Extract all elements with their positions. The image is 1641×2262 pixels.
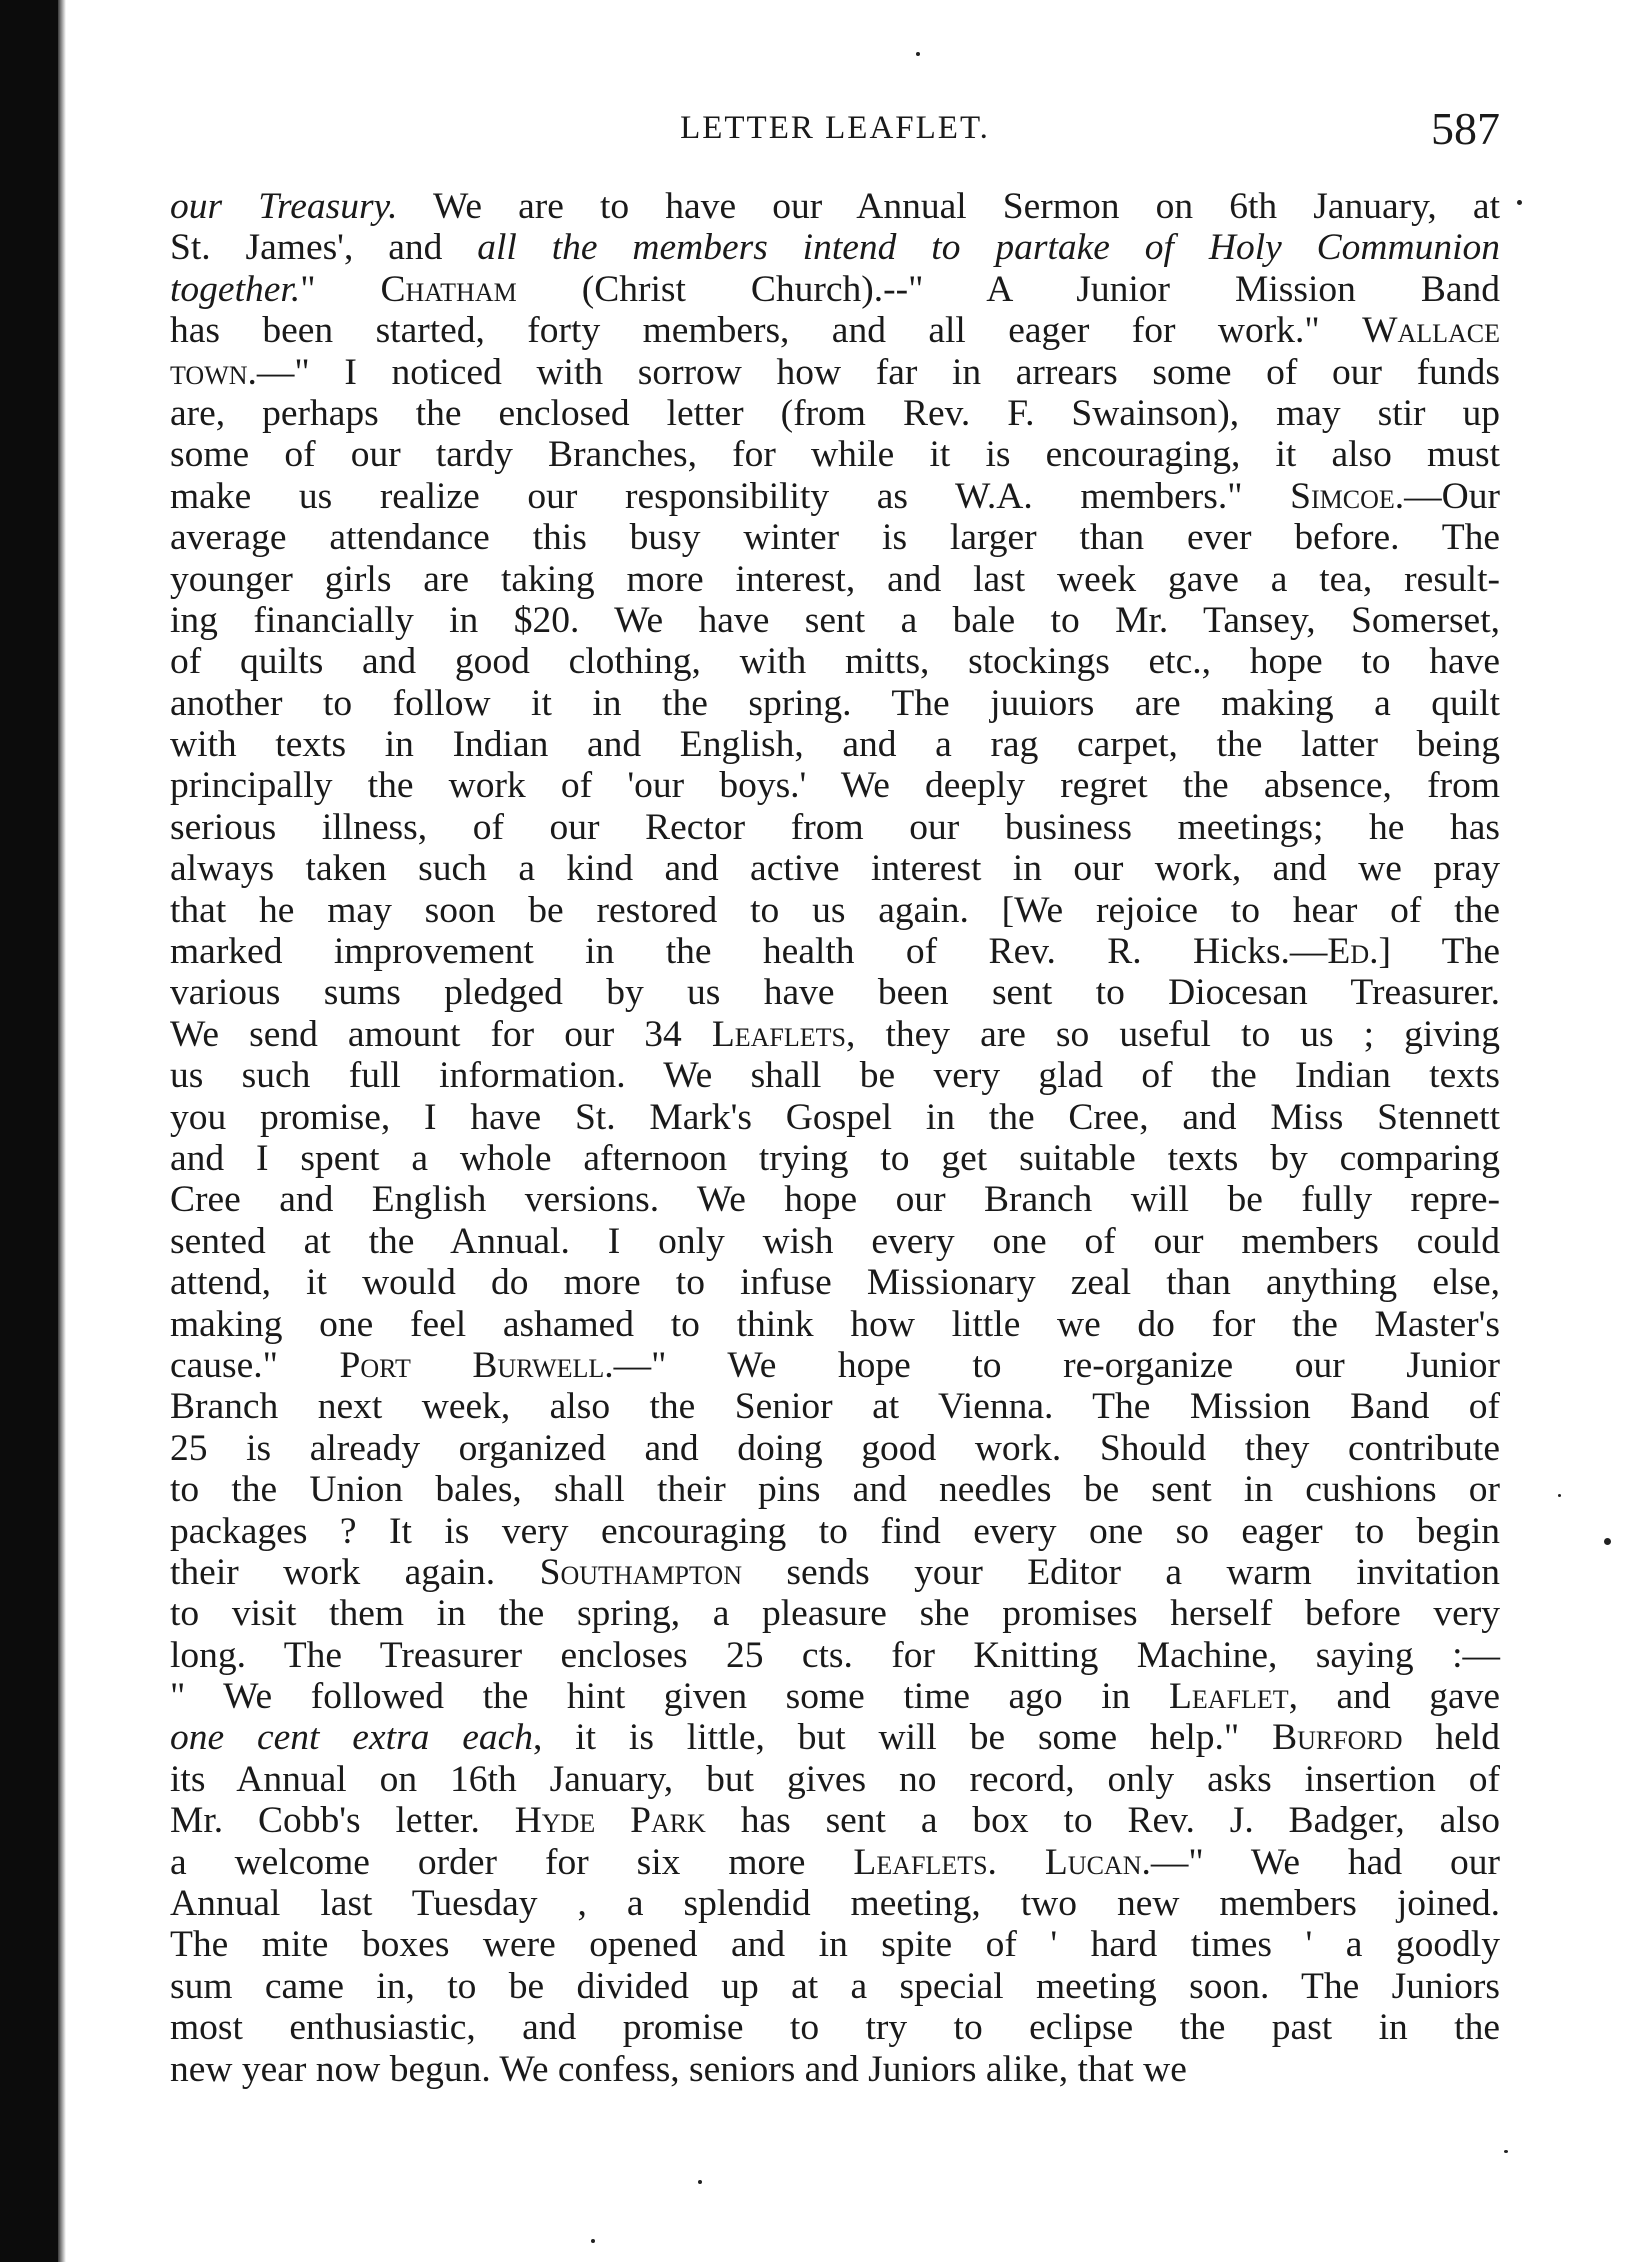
text-line xyxy=(170,1511,1500,1552)
print-speck xyxy=(916,52,920,56)
text-run: and I spent a whole afternoon trying to get suitable texts by comparing xyxy=(170,1137,1500,1179)
print-speck xyxy=(1604,1538,1611,1545)
text-run: its Annual on 16th January, but gives no record, only asks insertion of xyxy=(170,1758,1500,1800)
text-run: Mr. Cobb's letter. xyxy=(170,1800,515,1842)
text-line xyxy=(170,1304,1500,1345)
text-line xyxy=(170,765,1500,806)
text-run: average attendance this busy winter is larger than ever before. The xyxy=(170,517,1500,559)
text-run: .—" We hope to re-organize our Junior xyxy=(604,1344,1500,1386)
text-line xyxy=(170,1138,1500,1179)
text-line xyxy=(170,683,1500,724)
text-run: , they are so useful to us ; giving xyxy=(846,1013,1500,1055)
text-run: sum came in, to be divided up at a special meeting soon. The Juniors xyxy=(170,1965,1500,2007)
place-name: town xyxy=(170,351,248,393)
text-run: a welcome order for six more xyxy=(170,1841,854,1883)
text-run: new year now begun. We confess, seniors and Juniors alike, that we xyxy=(170,2048,1187,2090)
text-line xyxy=(170,1386,1500,1427)
text-line xyxy=(170,1717,1500,1758)
text-line xyxy=(170,931,1500,972)
text-run: has been started, forty members, and all eager for work." xyxy=(170,310,1363,352)
place-name: Southampton xyxy=(539,1551,742,1593)
text-line xyxy=(170,352,1500,393)
text-line xyxy=(170,559,1500,600)
text-run: younger girls are taking more interest, and last week gave a tea, result- xyxy=(170,558,1500,600)
text-line xyxy=(170,227,1500,268)
text-line xyxy=(170,1676,1500,1717)
text-run: long. The Treasurer encloses 25 cts. for Knitting Machine, saying :— xyxy=(170,1634,1500,1676)
text-run: packages ? It is very encouraging to find every one so eager to begin xyxy=(170,1510,1500,1552)
text-run: . xyxy=(987,1841,1045,1883)
text-line xyxy=(170,807,1500,848)
text-line xyxy=(170,1966,1500,2007)
text-run: cause." xyxy=(170,1344,340,1386)
body-text xyxy=(170,186,1500,2090)
text-run: us such full information. We shall be very glad of the Indian texts xyxy=(170,1055,1500,1097)
print-speck xyxy=(1504,2150,1508,2153)
print-speck xyxy=(1558,1494,1561,1497)
text-run: held xyxy=(1402,1717,1500,1759)
text-run: " We followed the hint given some time ago in xyxy=(170,1676,1169,1718)
text-run: always taken such a kind and active interest in our work, and we pray xyxy=(170,848,1500,890)
text-run: are, perhaps the enclosed letter (from Rev. F. Swainson), may stir up xyxy=(170,392,1500,434)
text-line xyxy=(170,1883,1500,1924)
place-name: Port Burwell xyxy=(339,1344,605,1386)
place-name: Wallace xyxy=(1362,310,1500,352)
text-run: sented at the Annual. I only wish every one of our members could xyxy=(170,1220,1500,1262)
text-run: their work again. xyxy=(170,1551,540,1593)
text-line xyxy=(170,517,1500,558)
text-line xyxy=(170,434,1500,475)
text-line xyxy=(170,1800,1500,1841)
text-line xyxy=(170,1014,1500,1055)
text-line xyxy=(170,1097,1500,1138)
text-line xyxy=(170,1593,1500,1634)
text-line xyxy=(170,1842,1500,1883)
text-line xyxy=(170,2049,1500,2090)
text-run: Annual last Tuesday , a splendid meeting, two new members joined. xyxy=(170,1883,1500,1925)
text-run: St. James', and xyxy=(170,227,478,269)
text-run: another to follow it in the spring. The juuiors are making a quilt xyxy=(170,682,1500,724)
text-run: you promise, I have St. Mark's Gospel in the Cree, and Miss Stennett xyxy=(170,1096,1500,1138)
text-line xyxy=(170,1759,1500,1800)
text-run: most enthusiastic, and promise to try to eclipse the past in the xyxy=(170,2007,1500,2049)
text-run: that he may soon be restored to us again. [We rejoice to hear of the xyxy=(170,889,1500,931)
text-line xyxy=(170,1055,1500,1096)
text-line xyxy=(170,186,1500,227)
text-run: .—Our xyxy=(1394,475,1500,517)
text-run: " xyxy=(300,268,381,310)
text-run: ing financially in $20. We have sent a bale to Mr. Tansey, Somerset, xyxy=(170,599,1500,641)
place-name: Leaflet xyxy=(1168,1676,1289,1718)
text-run: to the Union bales, shall their pins and needles be sent in cushions or xyxy=(170,1469,1500,1511)
text-run: We send amount for our 34 xyxy=(170,1013,712,1055)
binding-shadow xyxy=(58,0,66,2262)
text-run: to visit them in the spring, a pleasure she promises herself before very xyxy=(170,1593,1500,1635)
text-run: making one feel ashamed to think how little we do for the Master's xyxy=(170,1303,1500,1345)
text-line xyxy=(170,1221,1500,1262)
place-name: Lucan xyxy=(1044,1841,1142,1883)
place-name: Burford xyxy=(1272,1717,1403,1759)
text-line xyxy=(170,1635,1500,1676)
text-line xyxy=(170,972,1500,1013)
text-run: .—" We had our xyxy=(1141,1841,1501,1883)
text-line xyxy=(170,310,1500,351)
place-name: Ed xyxy=(1327,931,1370,973)
text-line xyxy=(170,890,1500,931)
text-line xyxy=(170,1428,1500,1469)
text-line xyxy=(170,1179,1500,1220)
text-run: 25 is already organized and doing good work. Should they contribute xyxy=(170,1427,1500,1469)
text-run: various sums pledged by us have been sent to Diocesan Treasurer. xyxy=(170,972,1500,1014)
text-line xyxy=(170,641,1500,682)
place-name: Leaflets xyxy=(711,1013,846,1055)
text-line xyxy=(170,724,1500,765)
text-run: has sent a box to Rev. J. Badger, also xyxy=(705,1800,1500,1842)
text-line xyxy=(170,848,1500,889)
text-run: .] The xyxy=(1369,931,1500,973)
text-run: principally the work of 'our boys.' We deeply regret the absence, from xyxy=(170,765,1500,807)
text-run: of quilts and good clothing, with mitts, stockings etc., hope to have xyxy=(170,641,1500,683)
italic-text: one cent extra each xyxy=(170,1717,533,1759)
text-run: serious illness, of our Rector from our business meetings; he has xyxy=(170,806,1500,848)
text-run: Cree and English versions. We hope our Branch will be fully repre- xyxy=(170,1179,1500,1221)
text-run: attend, it would do more to infuse Missionary zeal than anything else, xyxy=(170,1262,1500,1304)
text-line xyxy=(170,269,1500,310)
text-line xyxy=(170,1469,1500,1510)
text-line xyxy=(170,2007,1500,2048)
place-name: Hyde Park xyxy=(514,1800,706,1842)
text-run: .—" I noticed with sorrow how far in arrears some of our funds xyxy=(247,351,1500,393)
text-line xyxy=(170,1262,1500,1303)
text-run: sends your Editor a warm invitation xyxy=(741,1551,1500,1593)
page-header xyxy=(170,103,1500,168)
text-run: make us realize our responsibility as W.A. members." xyxy=(170,475,1291,517)
text-line xyxy=(170,393,1500,434)
text-line xyxy=(170,600,1500,641)
text-run: , and gave xyxy=(1288,1676,1500,1718)
text-run: (Christ Church).--" A Junior Mission Band xyxy=(516,268,1500,310)
print-speck xyxy=(591,2239,595,2243)
italic-text: all the members intend to partake of Holy Communion xyxy=(477,227,1500,269)
text-line xyxy=(170,1924,1500,1965)
text-line xyxy=(170,1345,1500,1386)
text-run: Branch next week, also the Senior at Vienna. The Mission Band of xyxy=(170,1386,1500,1428)
italic-text: together. xyxy=(170,268,301,310)
text-run: marked improvement in the health of Rev. R. Hicks.— xyxy=(170,931,1328,973)
italic-text: our Treasury. xyxy=(170,186,398,227)
place-name: Simcoe xyxy=(1290,475,1395,517)
text-run: with texts in Indian and English, and a rag carpet, the latter being xyxy=(170,724,1500,766)
place-name: Leaflets xyxy=(853,1841,988,1883)
place-name: Chatham xyxy=(380,268,517,310)
text-run: some of our tardy Branches, for while it is encouraging, it also must xyxy=(170,434,1500,476)
page-number: 587 xyxy=(1431,103,1500,154)
running-head: LETTER LEAFLET. xyxy=(680,110,990,146)
print-speck xyxy=(1517,200,1522,205)
print-speck xyxy=(698,2180,702,2184)
text-line xyxy=(170,476,1500,517)
text-run: We are to have our Annual Sermon on 6th January, at xyxy=(397,186,1500,227)
text-run: The mite boxes were opened and in spite of ' hard times ' a goodly xyxy=(170,1924,1500,1966)
text-run: , it is little, but will be some help." xyxy=(533,1717,1273,1759)
text-line xyxy=(170,1552,1500,1593)
binding-edge xyxy=(0,0,58,2262)
